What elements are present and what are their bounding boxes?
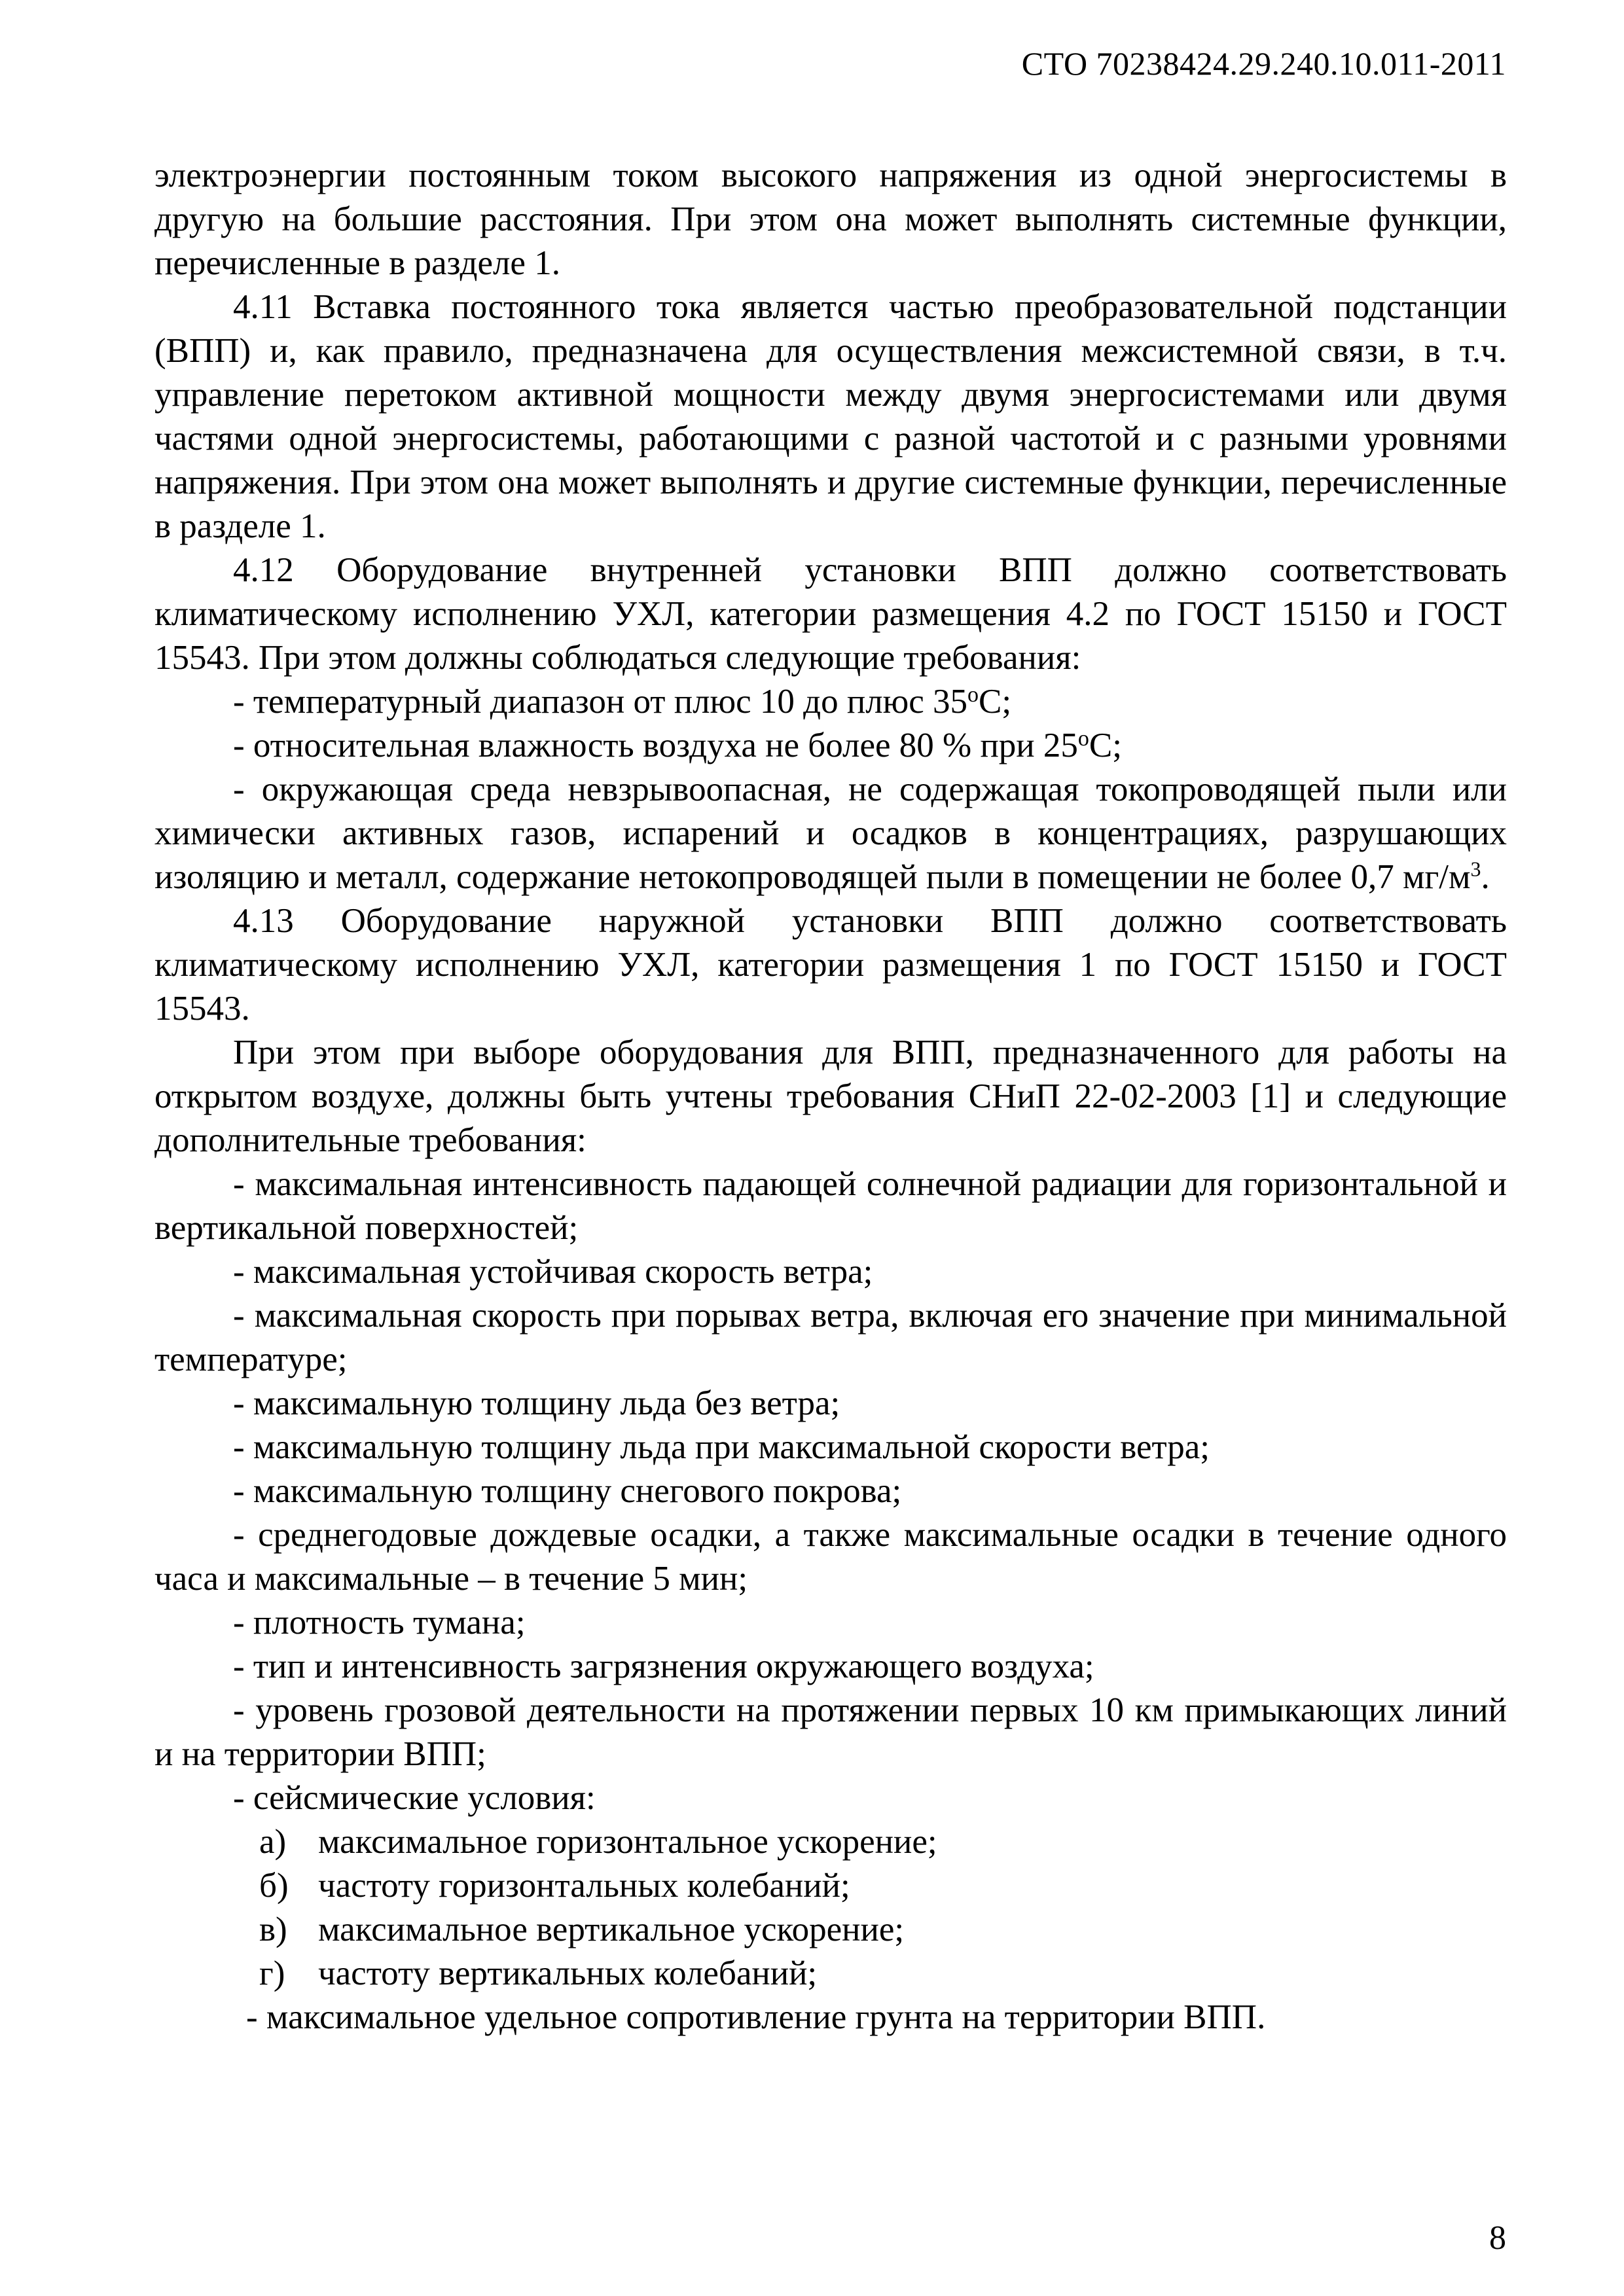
- list-item-soil-resistance: - максимальное удельное сопротивление грунта на территории ВПП.: [246, 1998, 1266, 2036]
- list-item-text: - окружающая среда невзрывоопасная, не содержащая токопроводящей пыли или химически активных газов, испарений и осадков в концентрациях, разрушающих изоляцию и металл, содержание нетокопроводящей пыли в помещении не более 0,7 мг/м: [154, 770, 1507, 896]
- sublist-marker: б): [259, 1867, 289, 1905]
- paragraph-4-11: 4.11 Вставка постоянного тока является частью преобразовательной подстанции (ВПП) и, как правило, предназначена для осуществления межсистемной связи, в т.ч. управление перетоком активной мощности между двумя энергосистемами или двумя частями одной энергосистемы, работающими с разной частотой и с разными уровнями напряжения. При этом она может выполнять и другие системные функции, перечисленные в разделе 1.: [154, 288, 1507, 545]
- sublist-item-b: [154, 1864, 1507, 1908]
- list-item-fog-density: - плотность тумана;: [233, 1604, 526, 1641]
- sublist-text: частоту горизонтальных колебаний;: [318, 1867, 850, 1905]
- paragraph-continuation: электроэнергии постоянным током высокого напряжения из одной энергосистемы в другую на большие расстояния. При этом она может выполнять системные функции, перечисленные в разделе 1.: [154, 156, 1507, 282]
- sublist-marker: в): [259, 1910, 287, 1948]
- degree-mark: о: [1077, 726, 1089, 751]
- sublist-item-g: [154, 1952, 1507, 1996]
- list-item-ice-max-wind: - максимальную толщину льда при максимальной скорости ветра;: [233, 1428, 1210, 1466]
- list-item-temperature: [154, 680, 1507, 724]
- paragraph-snip-requirements: При этом при выборе оборудования для ВПП, предназначенного для работы на открытом воздухе, должны быть учтены требования СНиП 22-02-2003 [1] и следующие дополнительные требования:: [154, 1033, 1507, 1159]
- sublist-marker: а): [259, 1823, 287, 1861]
- list-item-seismic-conditions: - сейсмические условия:: [233, 1779, 596, 1817]
- list-item-precipitation: - среднегодовые дождевые осадки, а также максимальные осадки в течение одного часа и максимальные – в течение 5 мин;: [154, 1516, 1507, 1598]
- sublist-item-a: [154, 1820, 1507, 1864]
- list-item-solar-radiation: - максимальная интенсивность падающей солнечной радиации для горизонтальной и вертикальной поверхностей;: [154, 1165, 1507, 1247]
- list-item-humidity: [154, 724, 1507, 768]
- sublist-marker: г): [259, 1954, 285, 1992]
- list-item-end: .: [1481, 858, 1490, 896]
- sublist-item-v: [154, 1908, 1507, 1952]
- sublist-text: частоту вертикальных колебаний;: [318, 1954, 818, 1992]
- document-code-header: СТО 70238424.29.240.10.011-2011: [1021, 45, 1506, 82]
- list-item-text: - температурный диапазон от плюс 10 до плюс 35: [233, 683, 968, 721]
- list-item-environment: [154, 768, 1507, 899]
- degree-mark: о: [967, 683, 979, 707]
- list-item-gust-speed: - максимальная скорость при порывах ветра, включая его значение при минимальной температуре;: [154, 1297, 1507, 1378]
- list-item-wind-speed: - максимальная устойчивая скорость ветра;: [233, 1253, 873, 1291]
- list-item-lightning-activity: - уровень грозовой деятельности на протяжении первых 10 км примыкающих линий и на территории ВПП;: [154, 1691, 1507, 1773]
- list-item-unit: С;: [1089, 726, 1122, 764]
- paragraph-4-12: 4.12 Оборудование внутренней установки ВПП должно соответствовать климатическому исполнению УХЛ, категории размещения 4.2 по ГОСТ 15150 и ГОСТ 15543. При этом должны соблюдаться следующие требования:: [154, 551, 1507, 677]
- list-item-unit: С;: [979, 683, 1012, 721]
- sublist-text: максимальное вертикальное ускорение;: [318, 1910, 905, 1948]
- sublist-text: максимальное горизонтальное ускорение;: [318, 1823, 937, 1861]
- superscript-3: 3: [1470, 857, 1481, 881]
- page-number: 8: [1489, 2219, 1506, 2257]
- list-item-air-pollution: - тип и интенсивность загрязнения окружающего воздуха;: [233, 1647, 1094, 1685]
- list-item-text: - относительная влажность воздуха не более 80 % при 25: [233, 726, 1078, 764]
- list-item-ice-no-wind: - максимальную толщину льда без ветра;: [233, 1384, 840, 1422]
- document-body: [154, 154, 1507, 2039]
- list-item-snow-cover: - максимальную толщину снегового покрова;: [233, 1472, 902, 1510]
- paragraph-4-13: 4.13 Оборудование наружной установки ВПП должно соответствовать климатическому исполнению УХЛ, категории размещения 1 по ГОСТ 15150 и ГОСТ 15543.: [154, 902, 1507, 1028]
